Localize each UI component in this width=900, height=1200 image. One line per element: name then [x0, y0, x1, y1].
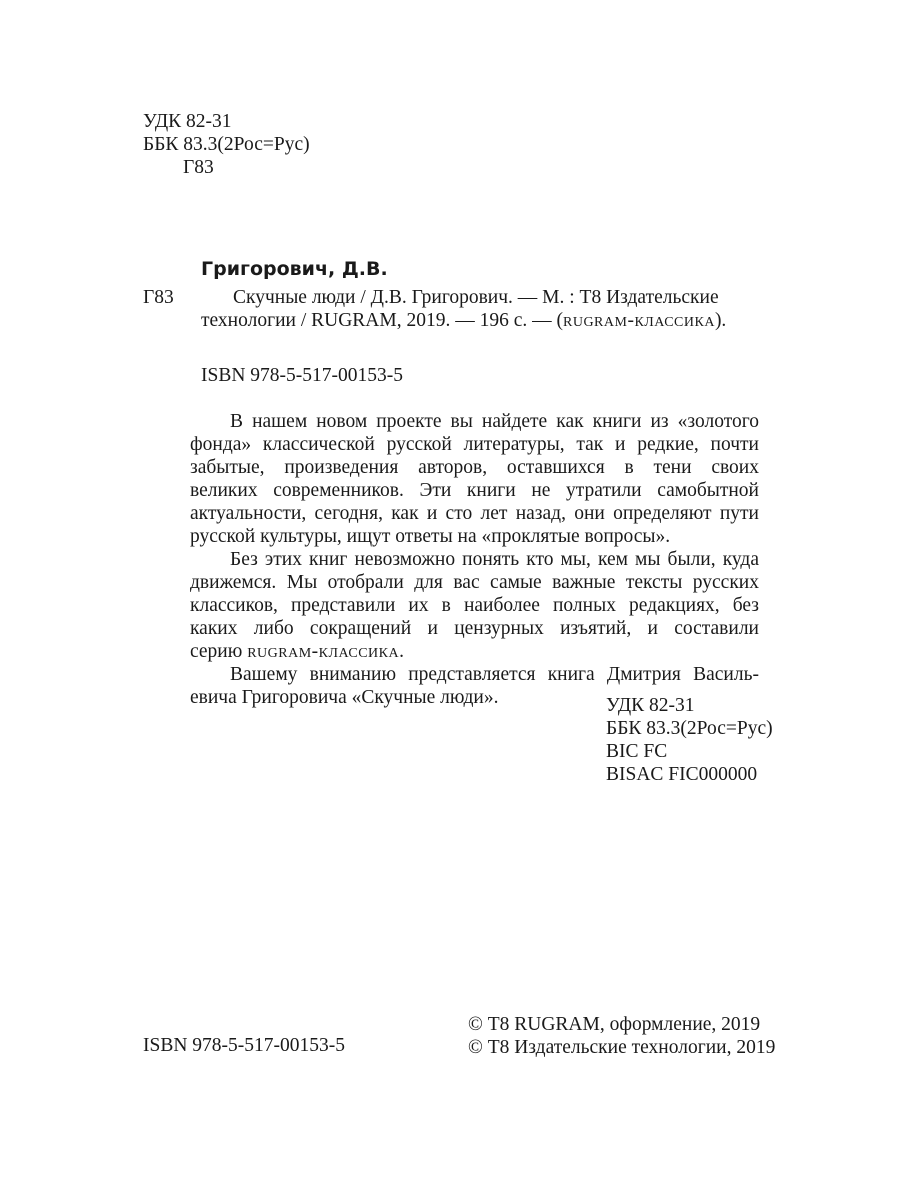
series-prefix: серию	[190, 641, 248, 662]
bbk-code: ББК 83.3(2Рос=Рус)	[143, 134, 310, 155]
bib-line-2-prefix: технологии / RUGRAM, 2019. — 196 с. — (	[201, 310, 563, 331]
bibliographic-record	[201, 286, 759, 332]
annotation-line: В нашем новом проекте вы найдете как книги из «золотого	[230, 411, 759, 432]
author-heading: Григорович, Д.В.	[201, 258, 388, 280]
bib-line-1: Скучные люди / Д.В. Григорович. — М. : Т8 Издательские	[233, 287, 719, 308]
annotation-line: забытые, произведения авторов, оставшихся в тени своих	[190, 457, 759, 478]
annotation-line	[190, 640, 759, 663]
annotation-line: евича Григоровича «Скучные люди».	[190, 687, 499, 708]
classification-block	[606, 694, 773, 786]
classification-bisac: BISAC FIC000000	[606, 764, 758, 785]
bib-line-2	[201, 309, 759, 332]
record-isbn: ISBN 978-5-517-00153-5	[201, 365, 404, 386]
series-suffix: .	[399, 641, 404, 662]
annotation-line: русской культуры, ищут ответы на «проклятые вопросы».	[190, 526, 671, 547]
record-author-mark: Г83	[143, 287, 174, 308]
bib-line-2-suffix: ).	[714, 310, 727, 331]
annotation-line: актуальности, сегодня, как и сто лет назад, они определяют пути	[190, 503, 759, 524]
annotation-line: Без этих книг невозможно понять кто мы, кем мы были, куда	[230, 549, 759, 570]
annotation	[190, 410, 759, 709]
author-mark: Г83	[183, 157, 214, 178]
udk-code: УДК 82-31	[143, 111, 232, 132]
annotation-line: великих современников. Эти книги не утратили самобытной	[190, 480, 759, 501]
classification-bic: BIC FC	[606, 741, 668, 762]
footer-isbn: ISBN 978-5-517-00153-5	[143, 1035, 346, 1056]
series-name: rugram-классика	[247, 641, 400, 662]
copyright-design: © Т8 RUGRAM, оформление, 2019	[468, 1014, 761, 1035]
annotation-line: Вашему вниманию представляется книга Дмитрия Василь-	[230, 664, 759, 685]
copyright-publisher: © Т8 Издательские технологии, 2019	[468, 1037, 776, 1058]
classification-udk: УДК 82-31	[606, 695, 695, 716]
annotation-line: классиков, представили их в наиболее полных редакциях, без	[190, 595, 759, 616]
annotation-line: движемся. Мы отобрали для вас самые важные тексты русских	[190, 572, 759, 593]
copyright-block	[468, 1013, 775, 1059]
annotation-line: каких либо сокращений и цензурных изъятий, и составили	[190, 618, 759, 639]
classification-bbk: ББК 83.3(2Рос=Рус)	[606, 718, 773, 739]
top-codes	[143, 110, 310, 179]
annotation-line: фонда» классической русской литературы, так и редкие, почти	[190, 434, 759, 455]
series-name: rugram-классика	[563, 310, 715, 331]
